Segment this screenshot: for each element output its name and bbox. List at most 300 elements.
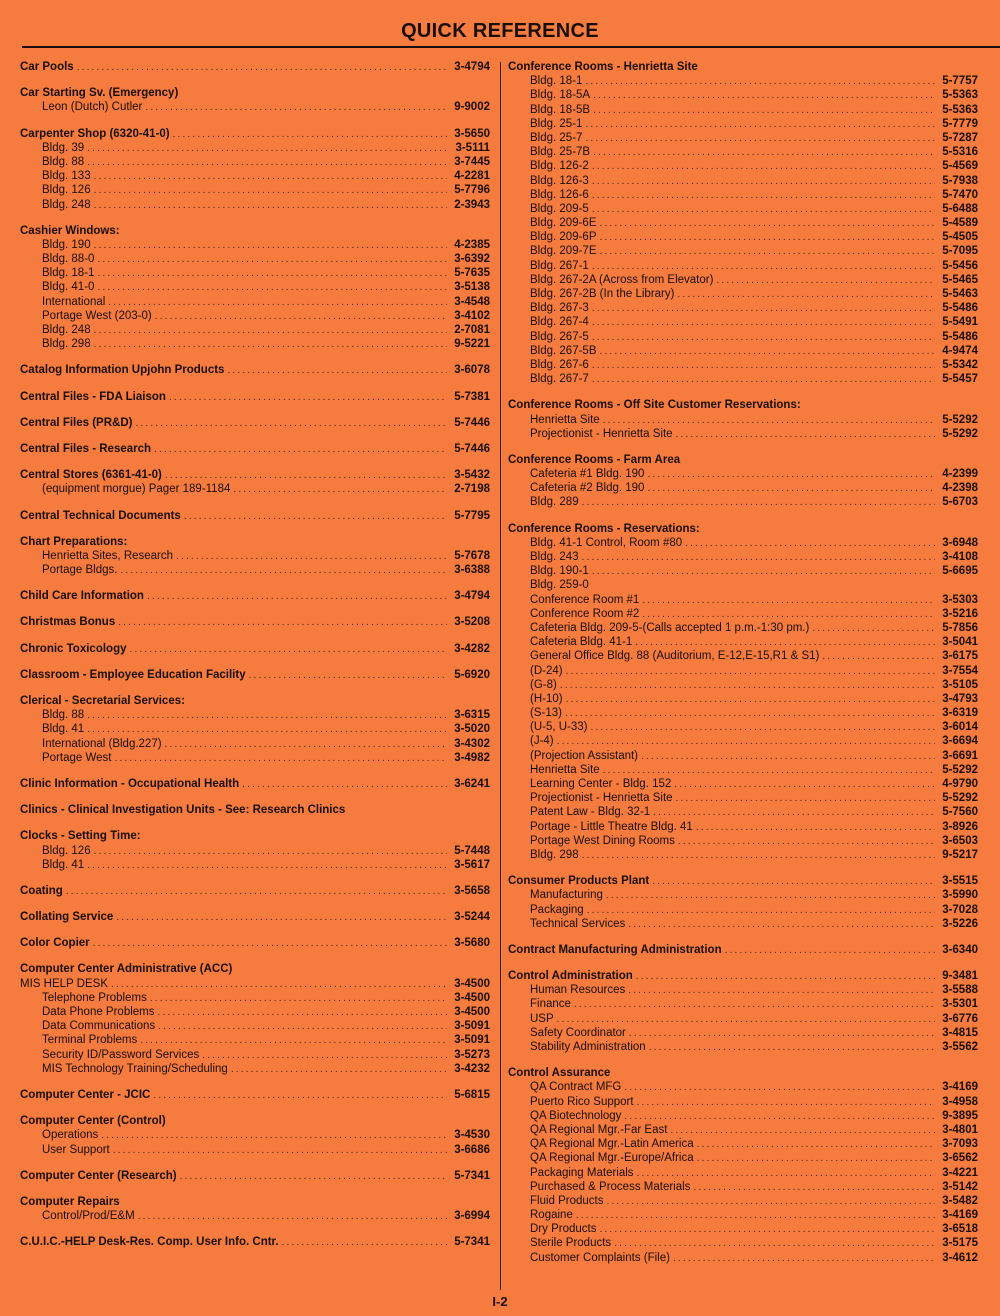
dot-leader [592,301,935,316]
dot-leader [202,1048,447,1063]
directory-entry [508,1109,978,1123]
section-heading: Conference Rooms - Off Site Customer Reservations: [508,399,801,412]
phone-extension: 5-4589 [942,217,978,230]
directory-entry [508,495,978,509]
dot-leader [94,238,447,253]
phone-extension: 5-7938 [942,174,978,187]
directory-entry [508,706,978,720]
dot-leader [600,344,936,359]
dot-leader [642,593,935,608]
entry-label: Purchased & Process Materials [530,1180,691,1193]
phone-extension: 3-6340 [942,943,978,956]
phone-extension: 3-4108 [942,551,978,563]
dot-leader [184,509,447,524]
phone-extension: 3-4169 [942,1209,978,1222]
phone-extension: 3-5303 [942,593,978,606]
directory-entry [20,844,490,858]
phone-extension: 3-4794 [454,61,490,73]
dot-leader [697,1137,935,1152]
section-heading: Conference Rooms - Reservations: [508,522,700,535]
entry-label: Packaging Materials [530,1166,634,1179]
directory-entry [20,737,490,751]
dot-leader [696,820,935,835]
dot-leader [582,495,935,510]
section-gap [20,682,490,694]
dot-leader [165,737,447,752]
section-gap [508,510,978,522]
dot-leader [169,390,447,405]
directory-entry [508,692,978,706]
phone-extension: 5-7287 [942,131,978,144]
directory-heading-entry [20,363,490,377]
phone-extension: 3-5588 [942,984,978,997]
phone-extension: 3-6078 [454,364,490,377]
dot-leader [812,621,935,636]
directory-entry [508,777,978,791]
entry-label: Packaging [530,903,584,916]
phone-extension: 5-5316 [942,146,978,159]
section-gap [508,957,978,969]
section-heading: Computer Center (Control) [20,1115,166,1128]
directory-entry [20,1128,490,1142]
entry-label: Control Administration [508,970,633,983]
dot-leader [97,280,447,295]
phone-extension: 3-5216 [942,607,978,620]
dot-leader [87,722,447,737]
dot-leader [135,416,447,431]
phone-extension: 3-6388 [454,564,490,577]
phone-extension: 3-5990 [942,889,978,902]
phone-extension: 3-5482 [942,1194,978,1207]
phone-extension: 3-5105 [942,678,978,691]
directory-heading-entry [20,615,490,629]
dot-leader [636,969,935,984]
entry-label: Central Files (PR&D) [20,416,133,429]
directory-entry [508,593,978,607]
section-heading: Clerical - Secretarial Services: [20,695,185,707]
directory-entry [20,751,490,765]
dot-leader [93,936,447,951]
directory-entry [508,301,978,315]
directory-entry [508,74,978,88]
section-heading: Computer Repairs [20,1195,120,1208]
phone-extension: 3-6014 [942,721,978,734]
entry-label: Bldg. 18-1 [530,75,583,88]
phone-extension: 3-5658 [454,884,490,897]
directory-entry [508,145,978,159]
entry-label: Clinic Information - Occupational Health [20,777,240,790]
section-gap [20,378,490,390]
phone-extension: 5-7095 [942,245,978,258]
phone-extension: 5-7856 [942,621,978,634]
dot-leader [603,763,935,778]
directory-heading-entry [20,1235,490,1249]
dot-leader [249,668,447,683]
phone-extension: 3-6315 [454,709,490,722]
section-gap [20,950,490,962]
directory-entry [20,1033,490,1047]
entry-label: QA Biotechnology [530,1109,622,1122]
entry-label: Bldg. 25-7 [530,131,583,144]
dot-leader [140,1033,447,1048]
phone-extension: 3-4232 [454,1062,490,1075]
entry-label: User Support [42,1143,110,1156]
dot-leader [600,230,936,245]
directory-entry [508,230,978,244]
directory-entry [508,805,978,819]
directory-heading-entry [20,1088,490,1102]
directory-entry [508,917,978,931]
section-heading: Cashier Windows: [20,224,120,237]
dot-leader [155,309,447,324]
entry-label: Sterile Products [530,1237,612,1250]
phone-extension: 5-6488 [942,202,978,215]
entry-label: Central Files - FDA Liaison [20,390,166,403]
dot-leader [676,427,935,442]
directory-entry [508,888,978,902]
dot-leader [653,805,935,820]
entry-label: Bldg. 243 [530,551,579,563]
column-divider [500,62,501,1290]
dot-leader [145,100,447,115]
phone-extension: 9-3481 [942,970,978,983]
entry-label: Bldg. 248 [42,324,91,336]
dot-leader [593,103,935,118]
dot-leader [628,917,935,932]
phone-extension: 5-5292 [942,427,978,440]
dot-leader [574,997,935,1012]
entry-label: Car Pools [20,61,74,73]
directory-entry [508,536,978,550]
phone-extension: 5-5465 [942,273,978,286]
section-heading: Control Assurance [508,1067,611,1080]
entry-label: Bldg. 88 [42,155,85,168]
entry-label: Bldg. 209-6E [530,217,597,230]
entry-label: (equipment morgue) Pager 189-1184 [42,483,231,496]
dot-leader [87,708,447,723]
phone-extension: 3-6392 [454,253,490,266]
phone-extension: 5-7470 [942,188,978,201]
directory-entry [20,722,490,736]
dot-leader [66,884,447,899]
phone-extension: 5-5292 [942,792,978,805]
phone-extension: 3-4548 [454,295,490,308]
phone-extension: 3-5111 [455,141,490,154]
entry-label: (Projection Assistant) [530,749,639,762]
section-gap [20,603,490,615]
dot-leader [592,330,935,345]
phone-extension: 3-7028 [942,903,978,916]
section-gap [20,1102,490,1114]
dot-leader [94,337,447,352]
dot-leader [614,1236,935,1251]
phone-extension: 3-4815 [942,1026,978,1039]
dot-leader [693,1180,935,1195]
phone-extension: 3-6503 [942,834,978,847]
section-gap [20,656,490,668]
entry-label: Dry Products [530,1223,597,1236]
dot-leader [165,468,447,483]
section-gap [508,441,978,453]
phone-extension: 5-7779 [942,117,978,130]
directory-heading-entry [20,910,490,924]
dot-leader [624,1109,935,1124]
title-rule [22,46,1000,48]
entry-label: Henrietta Site [530,763,600,776]
entry-label: Bldg. 88 [42,709,85,722]
entry-label: Portage Bldgs. [42,564,118,577]
phone-extension: 3-4958 [942,1095,978,1108]
directory-entry [508,820,978,834]
phone-extension: 5-5486 [942,302,978,315]
directory-entry [508,427,978,441]
directory-entry [508,259,978,273]
section-gap [20,497,490,509]
entry-label: Telephone Problems [42,991,147,1004]
dot-leader [585,117,935,132]
dot-leader [77,60,447,75]
phone-extension: 5-7560 [942,806,978,819]
dot-leader [116,910,447,925]
directory-entry [20,169,490,183]
phone-extension: 5-5491 [942,316,978,329]
phone-extension: 3-4530 [454,1129,490,1142]
dot-leader [176,549,447,564]
phone-extension: 5-7446 [454,442,490,455]
section-gap [20,115,490,127]
phone-extension: 3-6694 [942,735,978,748]
dot-leader [592,174,935,189]
directory-heading-entry [20,1169,490,1183]
entry-label: Bldg. 209-5 [530,202,589,215]
directory-heading-entry [508,969,978,983]
dot-leader [231,1062,447,1077]
dot-leader [557,1012,935,1027]
section-gap [20,1076,490,1088]
dot-leader [822,649,935,664]
phone-extension: 5-5363 [942,103,978,116]
phone-extension: 5-7381 [454,390,490,403]
entry-label: Security ID/Password Services [42,1048,200,1061]
entry-label: Cafeteria #1 Bldg. 190 [530,468,645,481]
dot-leader [94,844,447,859]
dot-leader [649,1040,935,1055]
dot-leader [637,1095,935,1110]
directory-heading-entry [20,884,490,898]
section-gap [508,386,978,398]
dot-leader [593,88,935,103]
dot-leader [153,1088,447,1103]
entry-label: Stability Administration [530,1041,646,1053]
entry-label: Bldg. 41-1 Control, Room #80 [530,536,683,549]
entry-label: Conference Room #2 [530,607,640,620]
directory-heading-entry [508,874,978,888]
directory-entry [20,280,490,294]
entry-label: Bldg. 267-2A (Across from Elevator) [530,273,714,286]
dot-leader [87,155,447,170]
phone-extension: 3-5091 [454,1020,490,1033]
dot-leader [591,720,935,735]
directory-entry [508,372,978,386]
phone-extension: 3-5432 [454,469,490,482]
directory-entry [508,749,978,763]
dot-leader [677,287,935,302]
dot-leader [607,1194,935,1209]
phone-extension: 3-5244 [454,911,490,924]
directory-entry [20,295,490,309]
entry-label: Finance [530,998,571,1011]
section-gap [20,817,490,829]
directory-entry [508,1208,978,1222]
entry-label: Bldg. 88-0 [42,253,95,266]
phone-extension: 5-7678 [454,549,490,562]
directory-entry [508,649,978,663]
dot-leader [641,749,935,764]
dot-leader [560,678,935,693]
dot-leader [158,1005,447,1020]
phone-extension: 3-5138 [454,281,490,294]
section-gap [20,924,490,936]
directory-entry [20,100,490,114]
section-gap [20,872,490,884]
entry-label: Bldg. 126-2 [530,160,589,173]
entry-label: Safety Coordinator [530,1026,626,1039]
phone-extension: 3-7554 [942,664,978,677]
entry-label: Computer Center - JCIC [20,1088,151,1101]
directory-entry [508,330,978,344]
phone-extension: 3-5041 [942,636,978,649]
dot-leader [697,1151,935,1166]
directory-entry [508,1166,978,1180]
section-heading: Clinics - Clinical Investigation Units - See: Research Clinics [20,804,346,817]
directory-entry [508,174,978,188]
phone-extension: 3-5226 [942,917,978,930]
directory-entry [508,244,978,258]
phone-extension: 5-7341 [454,1169,490,1182]
phone-extension: 3-6319 [942,707,978,720]
phone-extension: 9-5221 [454,338,490,351]
directory-heading-entry [20,668,490,682]
directory-entry [508,564,978,578]
directory-entry [20,708,490,722]
phone-extension: 3-6691 [942,749,978,762]
section-gap [20,1183,490,1195]
directory-entry [508,287,978,301]
entry-label: Bldg. 41-0 [42,281,95,294]
dot-leader [637,1166,935,1181]
phone-extension: 5-5463 [942,288,978,300]
entry-label: Conference Room #1 [530,593,640,606]
phone-extension: 4-9790 [942,778,978,790]
entry-label: Bldg. 133 [42,170,91,183]
phone-extension: 5-6695 [942,565,978,578]
directory-entry [508,159,978,173]
directory-entry [508,216,978,230]
entry-label: International [42,295,106,308]
entry-label: Portage - Little Theatre Bldg. 41 [530,820,693,833]
entry-label: Bldg. 267-5 [530,330,589,343]
dot-leader [111,977,447,992]
dot-leader [685,536,935,551]
directory-entry [508,578,978,592]
entry-label: Bldg. 248 [42,198,91,211]
dot-leader [670,1123,935,1138]
directory-heading-entry [20,777,490,791]
phone-extension: 5-5486 [942,330,978,343]
phone-extension: 5-5363 [942,89,978,102]
dot-leader [282,1235,447,1250]
phone-extension: 3-5301 [942,998,978,1011]
entry-label: Control/Prod/E&M [42,1210,135,1223]
phone-extension: 3-6175 [942,650,978,663]
entry-label: Cafeteria Bldg. 209-5-(Calls accepted 1 p.m.-1:30 pm.) [530,621,810,634]
entry-label: Projectionist - Henrietta Site [530,427,673,440]
phone-extension: 5-7757 [942,75,978,88]
directory-entry [508,1251,978,1265]
page-title: QUICK REFERENCE [401,20,599,42]
dot-leader [94,323,447,338]
entry-label: Cafeteria Bldg. 41-1 [530,636,633,649]
phone-extension: 5-7635 [454,267,490,280]
dot-leader [592,259,935,274]
entry-label: Bldg. 41 [42,858,85,871]
dot-leader [585,74,935,89]
entry-label: Operations [42,1129,99,1142]
phone-extension: 3-5562 [942,1041,978,1053]
phone-extension: 3-5142 [942,1180,978,1193]
directory-entry [508,635,978,649]
directory-entry [508,1151,978,1165]
phone-extension: 5-4505 [942,231,978,244]
entry-label: Bldg. 126-6 [530,188,589,201]
directory-entry [20,309,490,323]
section-gap [508,862,978,874]
entry-label: Bldg. 267-2B (In the Library) [530,288,675,300]
section-gap [20,898,490,910]
section-gap [20,577,490,589]
entry-label: (S-13) [530,707,562,720]
dot-leader [227,363,447,378]
dot-leader [114,751,447,766]
phone-extension: 3-6776 [942,1012,978,1025]
dot-leader [592,188,935,203]
phone-extension: 4-2281 [454,170,490,183]
entry-label: Bldg. 267-7 [530,373,589,386]
directory-entry [508,550,978,564]
entry-label: Bldg. 267-6 [530,358,589,371]
entry-label: Terminal Problems [42,1034,138,1047]
dot-leader [678,834,935,849]
entry-label: QA Regional Mgr.-Far East [530,1123,668,1136]
entry-label: Customer Complaints (File) [530,1251,670,1264]
entry-label: Bldg. 209-7E [530,245,597,258]
entry-label: Bldg. 298 [42,338,91,351]
entry-label: Rogaine [530,1209,573,1222]
dot-leader [592,159,935,174]
entry-label: Central Technical Documents [20,509,181,522]
directory-entry [20,183,490,197]
directory-entry [508,734,978,748]
directory-entry [20,549,490,563]
phone-extension: 3-5650 [454,127,490,140]
dot-leader [593,145,935,160]
entry-label: MIS Technology Training/Scheduling [42,1062,228,1075]
dot-leader [599,1222,935,1237]
phone-extension: 3-8926 [942,820,978,833]
dot-leader [87,858,447,873]
entry-label: Color Copier [20,937,90,950]
entry-label: Technical Services [530,917,626,930]
